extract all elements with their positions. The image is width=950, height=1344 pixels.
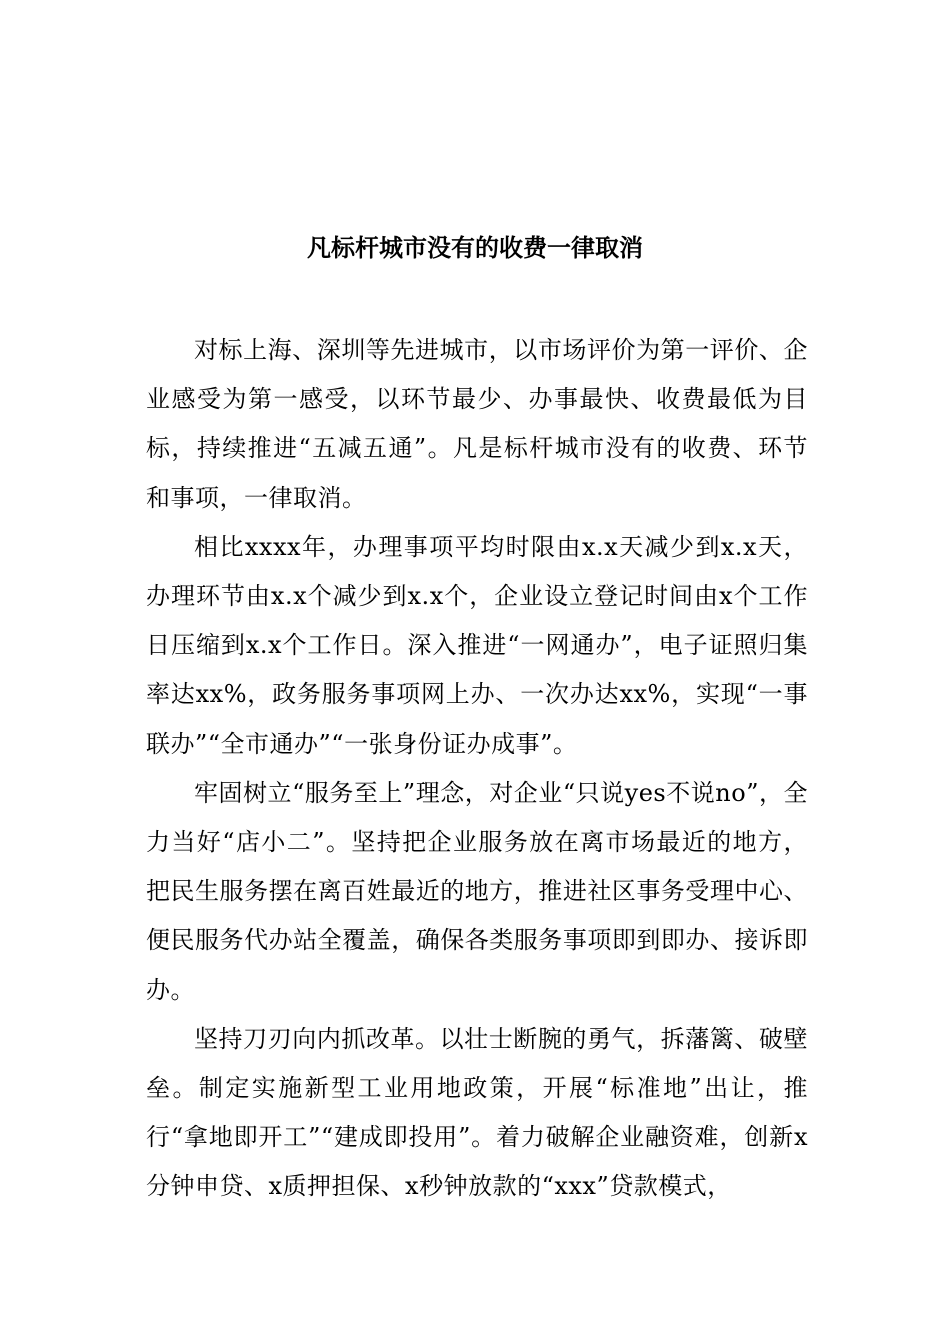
paragraph: 对标上海、深圳等先进城市，以市场评价为第一评价、企业感受为第一感受，以环节最少、办事最快、收费最低为目标，持续推进“五减五通”。凡是标杆城市没有的收费、环节和事项，一律取消。 xyxy=(146,336,808,512)
paragraph: 牢固树立“服务至上”理念，对企业“只说yes不说no”，全力当好“店小二”。坚持把企业服务放在离市场最近的地方，把民生服务摆在离百姓最近的地方，推进社区事务受理中心、便民服务代办站全覆盖，确保各类服务事项即到即办、接诉即办。 xyxy=(146,778,808,1004)
paragraph: 坚持刀刃向内抓改革。以壮士断腕的勇气，拆藩篱、破壁垒。制定实施新型工业用地政策，开展“标准地”出让，推行“拿地即开工”“建成即投用”。着力破解企业融资难，创新x分钟申贷、x质押担保、x秒钟放款的“xxx”贷款模式， xyxy=(146,1024,808,1201)
document-title: 凡标杆城市没有的收费一律取消 xyxy=(307,233,643,262)
document-body xyxy=(146,326,808,1212)
paragraph: 相比xxxx年，办理事项平均时限由x.x天减少到x.x天，办理环节由x.x个减少到x.x个，企业设立登记时间由x个工作日压缩到x.x个工作日。深入推进“一网通办”，电子证照归集率达xx%，政务服务事项网上办、一次办达xx%，实现“一事联办”“全市通办”“一张身份证办成事”。 xyxy=(146,532,808,758)
